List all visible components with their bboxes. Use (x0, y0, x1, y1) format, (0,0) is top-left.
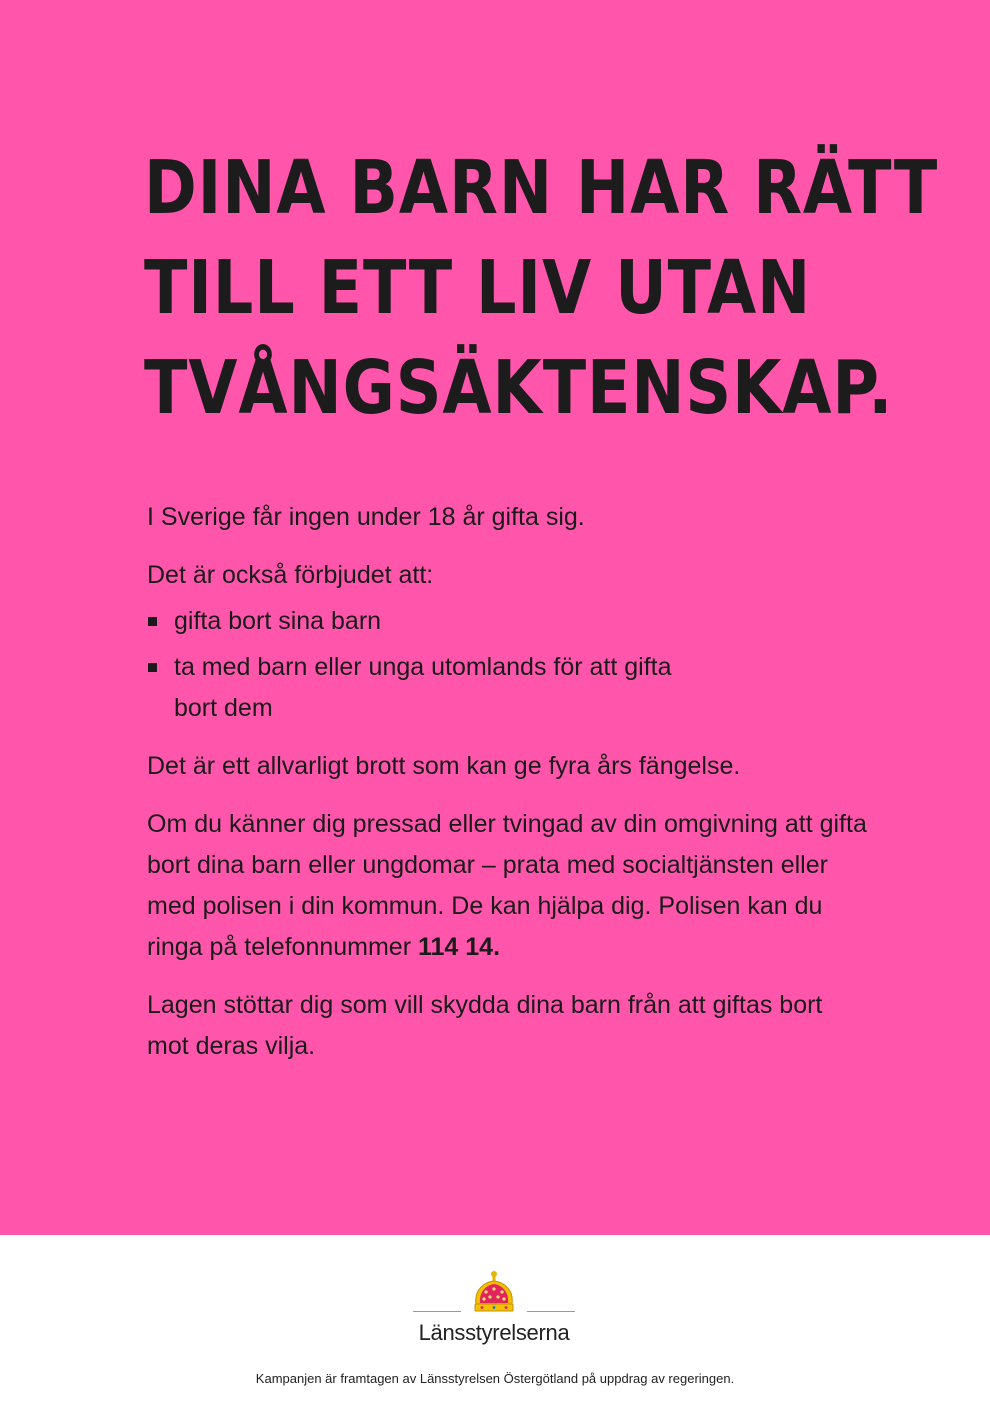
support-paragraph: Lagen stöttar dig som vill skydda dina barn från att giftas bort mot deras vilja. (147, 991, 823, 1060)
list-item (147, 601, 704, 642)
help-text: Om du känner dig pressad eller tvingad av din omgivning att gifta bort dina barn eller ungdomar – prata med socialtjänsten eller med polisen i din kommun. De kan hjälpa dig. Polisen kan du ringa på telefonnummer (147, 810, 867, 961)
list-item (147, 647, 704, 729)
crime-paragraph: Det är ett allvarligt brott som kan ge fyra års fängelse. (147, 752, 741, 780)
logo-divider-left (413, 1311, 461, 1312)
list-item-text: gifta bort sina barn (174, 607, 382, 635)
lansstyrelserna-logo (413, 1270, 575, 1346)
campaign-credit: Kampanjen är framtagen av Länsstyrelsen Östergötland på uppdrag av regeringen. (255, 1371, 735, 1386)
logo-divider-right (527, 1311, 575, 1312)
headline-line-2: TILL ETT LIV UTAN (144, 245, 812, 331)
help-paragraph (147, 804, 867, 968)
bullet-square-icon (148, 617, 157, 626)
footer (0, 1235, 990, 1404)
intro-paragraph: I Sverige får ingen under 18 år gifta sig. (147, 503, 585, 531)
bullet-square-icon (148, 663, 157, 672)
forbidden-lead: Det är också förbjudet att: (147, 561, 434, 589)
crown-icon (470, 1270, 518, 1316)
phone-number: 114 14. (418, 933, 501, 961)
headline (144, 138, 939, 438)
headline-line-3: TVÅNGSÄKTENSKAP. (144, 345, 894, 431)
body-text (147, 497, 867, 1067)
logo-text: Länsstyrelserna (418, 1320, 570, 1345)
headline-line-1: DINA BARN HAR RÄTT (144, 145, 939, 231)
list-item-text: ta med barn eller unga utomlands för att gifta bort dem (174, 653, 672, 722)
forbidden-list (147, 601, 867, 729)
